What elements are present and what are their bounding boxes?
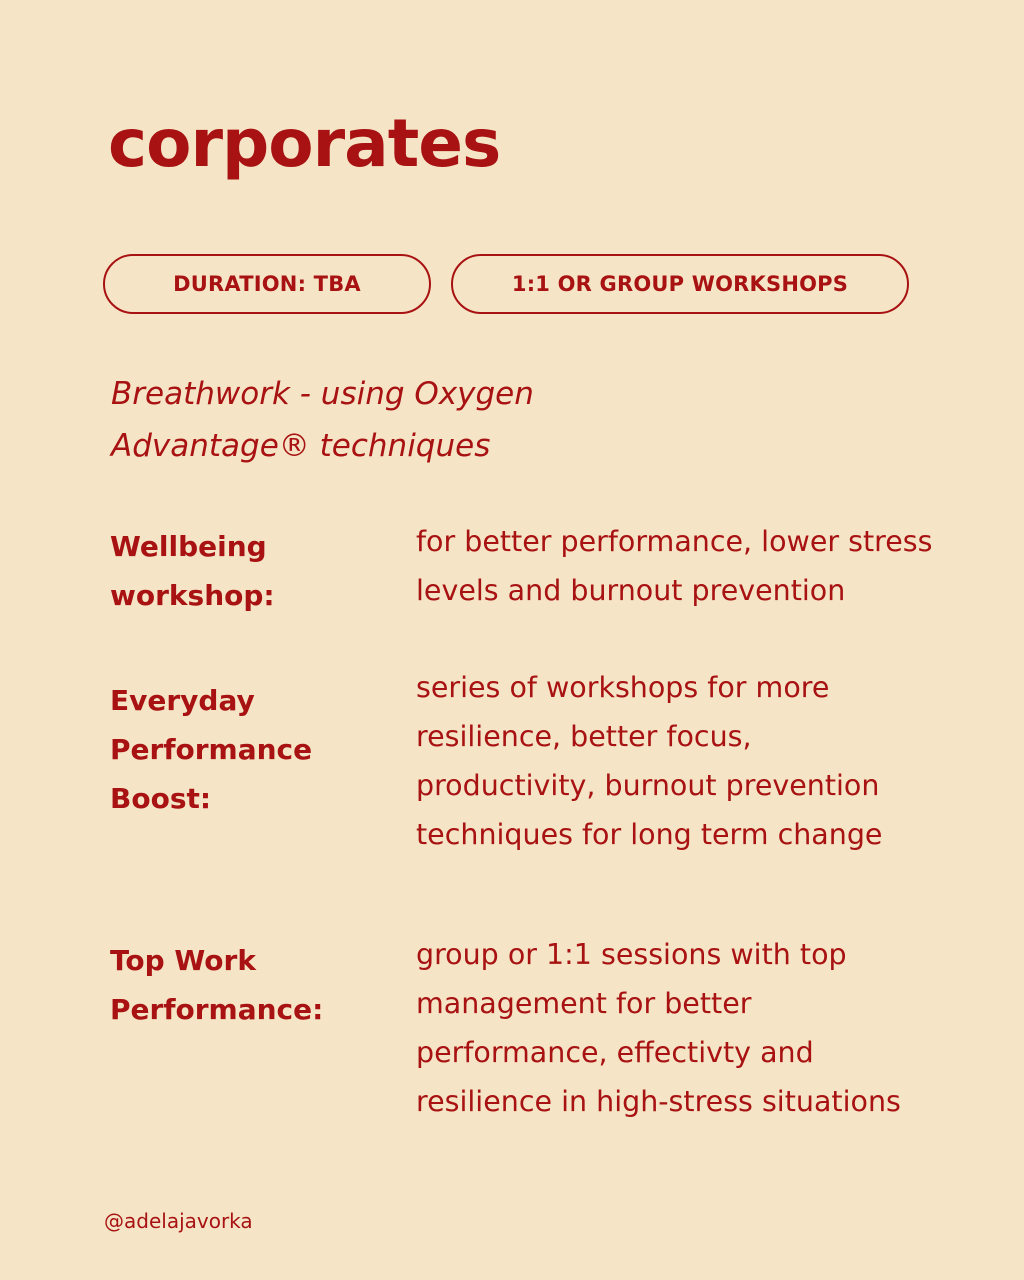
desc-line: series of workshops for more bbox=[416, 671, 830, 704]
desc-line: resilience in high-stress situations bbox=[416, 1085, 901, 1118]
format-label: 1:1 OR GROUP WORKSHOPS bbox=[511, 272, 849, 296]
offering-label-everyday bbox=[110, 676, 370, 823]
subtitle bbox=[111, 368, 631, 472]
label-line: Boost: bbox=[110, 782, 212, 815]
offering-desc-wellbeing bbox=[416, 517, 996, 615]
desc-line: levels and burnout prevention bbox=[416, 574, 846, 607]
label-line: workshop: bbox=[110, 579, 275, 612]
desc-line: performance, effectivty and bbox=[416, 1036, 814, 1069]
label-line: Everyday bbox=[110, 684, 255, 717]
social-handle: @adelajavorka bbox=[104, 1209, 253, 1233]
offering-desc-topwork bbox=[416, 930, 996, 1126]
page-title: corporates bbox=[108, 105, 501, 182]
label-line: Top Work bbox=[110, 944, 256, 977]
desc-line: resilience, better focus, bbox=[416, 720, 752, 753]
duration-label: DURATION: TBA bbox=[173, 272, 361, 296]
subtitle-line: Advantage® techniques bbox=[111, 428, 491, 464]
desc-line: for better performance, lower stress bbox=[416, 525, 933, 558]
desc-line: productivity, burnout prevention bbox=[416, 769, 880, 802]
label-line: Wellbeing bbox=[110, 530, 267, 563]
label-line: Performance bbox=[110, 733, 313, 766]
desc-line: techniques for long term change bbox=[416, 818, 883, 851]
desc-line: management for better bbox=[416, 987, 752, 1020]
offering-label-topwork bbox=[110, 936, 370, 1034]
subtitle-line: Breathwork - using Oxygen bbox=[111, 376, 534, 412]
offering-desc-everyday bbox=[416, 663, 996, 859]
offering-label-wellbeing bbox=[110, 522, 370, 620]
duration-badge bbox=[103, 254, 431, 314]
desc-line: group or 1:1 sessions with top bbox=[416, 938, 847, 971]
label-line: Performance: bbox=[110, 993, 324, 1026]
format-badge bbox=[451, 254, 909, 314]
